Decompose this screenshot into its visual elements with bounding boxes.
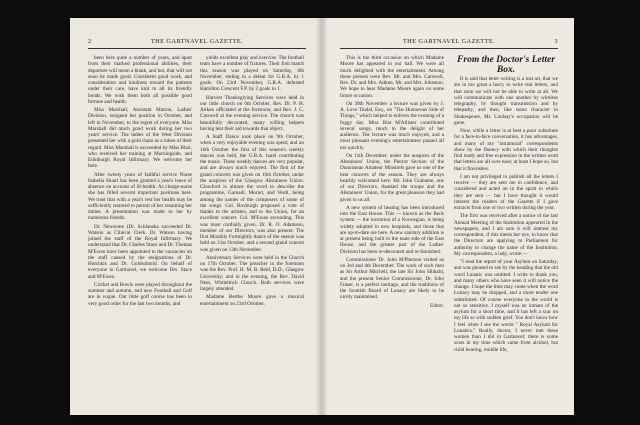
right-page-column-2 [454, 55, 558, 355]
paragraph: "I read the report of your Asylum on Saturday, and was pleased to see by the heading that the old word Lunatic was omitted. I write to thank you, and many others who have seen it will notice the change. I hope the time may come when the word Lunacy may be dropped, and a more tender one substituted. Of course everyone in the world is not so sensitive. I myself was an inmate of the asylum for a short time, and it has left a scar on my life so with sudden grief. You don't know how I feel when I see the words " Royal Asylum for Lunatics." Really, doctor, I never met these women than I did in Gartnavel; there is some scars in my time which came from alcohol, but child bearing, middle life, [454, 259, 558, 353]
paragraph: Dr. Newsome (Dr. Schlanska succeeded Dr. Watson as Clinical Clerk. Dr. Watson having joined the staff of the Royal Infirmary. We understand that Dr. Charles Stace and Dr. Thomas M'Ewen have been appointed to the vacancies on the staff caused by the resignations of Dr. Hotchkis and Dr. Goldschmid. On behalf of everyone in Gartnavel, we welcome Drs. Stace and M'Ewen. [88, 223, 192, 280]
paragraph: Cricket and Bowls were played throughout the summer and autumn, and new Football and Golf are in vogue. Our little golf course has been in very good order for the last two months, and [88, 281, 192, 307]
paragraph: Now, while a letter is at best a poor substitute for a face-to-face conversation, it has advantages, and many of my "intramural" correspondents show by the fluency with which their thoughts find ready and free expression in the written word that letters are all over ease; at least I hope so, but that it flourishes. [454, 128, 558, 172]
paragraph: I am not privileged to publish all the letters I receive — they are sent me in confidence, and considered and acted on in the spirit in which they are sent — but I have thought it would interest the readers of the Gazette if I gave extracts from one or two written during the year. [454, 173, 558, 211]
left-page-column-1 [88, 55, 192, 309]
page-number: 2 [88, 38, 92, 45]
running-head-left [88, 38, 306, 48]
paragraph: yields excellent play and exercise. The football team have a number of fixtures. Their first match this season was played on Saturday, 8th November, ending in a defeat for G.R.A. by 1 goals. On 23rd November, G.R.A. defeated Hamilton Crescent F.P. by 2 goals to 1. [200, 55, 304, 93]
paragraph: Miss Marshall, Assistant Matron, Ladies' Division, resigned her position in October, and left in November, to the regret of everyone. Miss Marshall did much good work during her two years' service. The ladies of the West Division presented her with a gold chain as a token of their regard. Miss Marshall is succeeded by Miss Blair, who received her training at Morningside, and Edinburgh Royal Infirmary. We welcome her here. [88, 107, 192, 170]
magazine-spread [70, 18, 574, 415]
running-head-right [340, 38, 558, 48]
running-title: THE GARTNAVEL GAZETTE. [402, 38, 496, 45]
section-heading: From the Doctor's Letter Box. [457, 55, 555, 75]
header-rule [88, 48, 306, 49]
paragraph: Harvest Thanksgiving Services were held in our little church on 6th October, Rev. Dr. P. H. Aitken officiated at the forenoon, and Rev. J. C. Carswell at the evening service. The church was beautifully decorated, many willing helpers having lent their aid towards that object. [200, 94, 304, 132]
paragraph: On 11th December, under the auspices of the Abstainers' Union, the Pierrot Section of the Dunoistean Amateur Minstrels gave us one of the best concerts of the season. They are always heartily welcomed here. Mr. John Grabame, one of our Directors, thanked the troupe and the Abstainers' Union, for the great pleasure they had given to us all. [340, 152, 444, 203]
paragraph: A Staff Dance took place on 9th October, when a very enjoyable evening was spent; and on 16th October the first of this season's weekly dances was held, the G.R.A. band contributing the music. These weekly dances are very popular, and are always much enjoyed. The first of the grand concerts was given on 16th October, under the auspices of the Glasgow Abstainers Union. Glowford is almost the word to describe the programme, Garnadi, Morart, and Verdi, being among the names of the composers of some of the songs. Col. Roxburgh proposed a vote of thanks to the artistes, and to the Union, for an excellent concert. Col. M'Ewan seconding. This was most cordially given. Dr. R. O. Adamson, member of our Directors, was also present. The first Monthly Fortnightly dance of the season was held on 21st October, and a second grand concert was given on 13th November. [200, 134, 304, 253]
paragraph: On 30th November a lecture was given by J. A. Love Tindal, Esq., on "The Humorous Side of Things," which helped to enliven the evening of a foggy day. Miss Rita M'Allister contributed several songs, much to the delight of her audience. The lecture was much enjoyed, and a most pleasant evening's entertainment passed all too quickly. [340, 100, 444, 151]
paragraph: After twenty years of faithful service Nurse Isabella Stuart has been granted a year's leave of absence on account of ill-health. As charge-nurse she has filled several important positions here. We trust that with a year's rest her health may be sufficiently restored to permit of her resuming her duties. A presentation was made to her by numerous friends. [88, 171, 192, 222]
paragraph: Commissioner Dr. John M'Pherson visited us on 3rd and 4th December. The work of such men as Sir Arthur Mitchell, the late Sir John Sibbald, and the present Senior Commissioner, Dr. John Fraser, is a perfect heritage, and the traditions of the Scottish Board of Lunacy are likely to be nicely maintained. [340, 256, 444, 301]
paragraph: This is the third occasion on which Madame Moore has appeared in our hall. We were all much delighted with the entertainment. Among those present were Rev. Mr. and Mrs. Carswell, Rev. Dr. and Mrs. Aitken, Mr. and Mrs. Johnston. We hope to hear Madame Moore again on some future occasion. [340, 55, 444, 99]
paragraph: Anniversary Services were held in the Church on 17th October. The preacher in the forenoon was the Rev. Prof. H. M. B. Reid, D.D., Glasgow University; and in the evening, the Rev. David Ness, Whitelinch Church. Both services were largely attended. [200, 254, 304, 292]
paragraph: Madame Berthe Moore gave a musical entertainment on 23rd October. [200, 294, 304, 307]
right-page [322, 18, 574, 415]
paragraph: been here quite a number of years, and apart from their marked professional abilities, their departure will mean a blank, and but, that will not soon be made good. Consistent good work, and consideration and kindness toward the patients under their care, have knit to all its friendly bonds. We wish them both all possible good fortune and health. [88, 55, 192, 105]
header-rule [340, 48, 558, 49]
left-page [70, 18, 322, 415]
paragraph: The first was received after a notice of the last Annual Meeting of the Institution appeared in the newspapers, and I am sure it will interest my correspondent, if this meets her eye, to know that the Directors are applying to Parliament for authority to change the name of the Institution. My correspondent, a lady, wrote:— [454, 213, 558, 257]
signature: Editor. [430, 302, 444, 309]
running-title: THE GARTNAVEL GAZETTE. [150, 38, 244, 45]
left-page-column-2 [200, 55, 304, 309]
paragraph: It is said that letter writing is a lost art, that we are in too great a hurry to write real letters, and that soon we will not be able to write at all. We will communicate with one another by wireless telegraphy, by thought transmission and by telepathy, and then, like some character in Shakespeare, Mr. Lindsay's occupation will be gone. [454, 76, 558, 126]
paragraph: A new system of heating has been introduced into the East House. This — known as the Beck system — the invention of a Norwegian, is being widely adopted in new hospitals, and those that are up-to-date are here. A new sanitary addition is at present being built to the male side of the East House, and the greater part of the Ladies' Division has been re-decorated and re-furnished. [340, 204, 444, 255]
page-number: 3 [554, 38, 558, 45]
right-page-column-1 [340, 55, 444, 311]
